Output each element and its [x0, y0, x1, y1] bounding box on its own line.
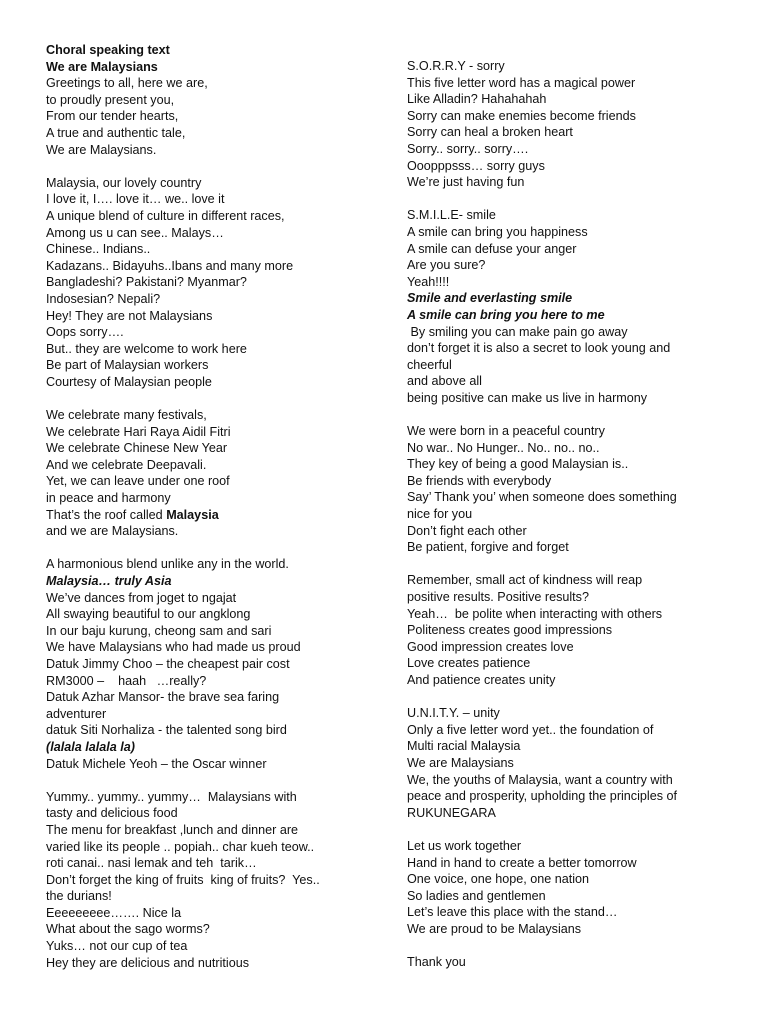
right-text-line: cheerful	[407, 357, 452, 372]
right-text-line: Politeness creates good impressions	[407, 623, 613, 638]
left-text-line	[46, 540, 376, 557]
right-text-line: Be friends with everybody	[407, 473, 552, 488]
left-text-line: I love it, I…. love it… we.. love it	[46, 192, 225, 207]
left-text-line: tasty and delicious food	[46, 806, 178, 821]
left-text-line: All swaying beautiful to our angklong	[46, 607, 251, 622]
right-text-line: Thank you	[407, 955, 466, 970]
left-text-line: Yummy.. yummy.. yummy… Malaysians with	[46, 789, 297, 804]
left-text-line: A unique blend of culture in different races,	[46, 208, 285, 223]
left-text-line: Oops sorry….	[46, 325, 124, 340]
right-text-line: We, the youths of Malaysia, want a country with	[407, 772, 673, 787]
left-text-line: Yet, we can leave under one roof	[46, 474, 230, 489]
right-text-line: Be patient, forgive and forget	[407, 540, 569, 555]
left-text-line: datuk Siti Norhaliza - the talented song bird	[46, 723, 287, 738]
left-text-line: But.. they are welcome to work here	[46, 341, 247, 356]
right-text-line: being positive can make us live in harmony	[407, 390, 648, 405]
right-text-line: A smile can bring you here to me	[407, 307, 605, 322]
right-text-line: A smile can defuse your anger	[407, 241, 577, 256]
right-text-line: Ooopppsss… sorry guys	[407, 158, 545, 173]
left-text-line: and we are Malaysians.	[46, 524, 179, 539]
right-text-line: nice for you	[407, 507, 473, 522]
right-column	[407, 58, 727, 971]
right-text-line	[407, 556, 727, 573]
right-text-line: We are proud to be Malaysians	[407, 921, 582, 936]
left-text-line: We are Malaysians.	[46, 142, 157, 157]
left-text-line: varied like its people .. popiah.. char kueh teow..	[46, 839, 315, 854]
left-text-line	[46, 507, 376, 524]
right-text-line	[407, 937, 727, 954]
right-text-line: One voice, one hope, one nation	[407, 872, 590, 887]
left-text-line: We have Malaysians who had made us proud	[46, 640, 301, 655]
right-text-line: Sorry can heal a broken heart	[407, 125, 573, 140]
left-text-line: And we celebrate Deepavali.	[46, 457, 207, 472]
left-text-line: Yuks… not our cup of tea	[46, 939, 188, 954]
right-text-line: Let’s leave this place with the stand…	[407, 905, 618, 920]
right-text-line: By smiling you can make pain go away	[407, 324, 628, 339]
right-text-line: Multi racial Malaysia	[407, 739, 521, 754]
right-text-line: don’t forget it is also a secret to look young and	[407, 341, 671, 356]
left-text-line: roti canai.. nasi lemak and teh tarik…	[46, 856, 257, 871]
right-text-line: Sorry.. sorry.. sorry….	[407, 141, 529, 156]
right-text-line: We’re just having fun	[407, 175, 525, 190]
right-text-line: This five letter word has a magical power	[407, 75, 636, 90]
left-text-line: Among us u can see.. Malays…	[46, 225, 224, 240]
left-text-line: Chinese.. Indians..	[46, 242, 151, 257]
left-text-line: Malaysia, our lovely country	[46, 175, 202, 190]
left-text-line: Eeeeeeeee……. Nice la	[46, 905, 182, 920]
left-text-line: We are Malaysians	[46, 59, 158, 74]
right-text-line: Only a five letter word yet.. the foundation of	[407, 722, 654, 737]
left-text-line: In our baju kurung, cheong sam and sari	[46, 623, 272, 638]
right-text-line: Hand in hand to create a better tomorrow	[407, 855, 637, 870]
right-text-line: and above all	[407, 374, 482, 389]
right-text-line: Say’ Thank you’ when someone does something	[407, 490, 677, 505]
left-text-line: Datuk Michele Yeoh – the Oscar winner	[46, 756, 267, 771]
right-text-line: And patience creates unity	[407, 672, 556, 687]
right-text-line: Are you sure?	[407, 258, 486, 273]
right-text-line: They key of being a good Malaysian is..	[407, 457, 629, 472]
left-text-line	[46, 158, 376, 175]
left-text-line: A true and authentic tale,	[46, 125, 186, 140]
line-text: That’s the roof called	[46, 507, 167, 522]
left-text-line: Courtesy of Malaysian people	[46, 374, 212, 389]
right-text-line: Good impression creates love	[407, 639, 574, 654]
right-text-line: S.M.I.L.E- smile	[407, 208, 496, 223]
right-text-line: positive results. Positive results?	[407, 590, 589, 604]
left-text-line: Be part of Malaysian workers	[46, 358, 209, 373]
left-text-line	[46, 390, 376, 407]
left-text-line: We’ve dances from joget to ngajat	[46, 590, 237, 605]
right-text-line: No war.. No Hunger.. No.. no.. no..	[407, 440, 600, 455]
right-text-line: A smile can bring you happiness	[407, 224, 588, 239]
left-text-line: Indosesian? Nepali?	[46, 291, 161, 306]
right-text-line: Smile and everlasting smile	[407, 291, 573, 306]
right-text-line: Remember, small act of kindness will reap	[407, 573, 643, 588]
left-text-line: (lalala lalala la)	[46, 739, 135, 754]
left-text-line: What about the sago worms?	[46, 922, 210, 937]
right-text-line: Yeah!!!!	[407, 274, 450, 289]
left-text-line: A harmonious blend unlike any in the world.	[46, 557, 289, 572]
right-text-line: RUKUNEGARA	[407, 805, 496, 820]
right-text-line: Yeah… be polite when interacting with others	[407, 606, 663, 621]
right-text-line: peace and prosperity, upholding the principles of	[407, 789, 678, 804]
right-text-line: We were born in a peaceful country	[407, 424, 605, 439]
right-text-line: U.N.I.T.Y. – unity	[407, 706, 500, 721]
left-text-line: the durians!	[46, 889, 112, 904]
right-text-line: S.O.R.R.Y - sorry	[407, 59, 505, 73]
left-text-line: The menu for breakfast ,lunch and dinner are	[46, 822, 299, 837]
left-text-line: in peace and harmony	[46, 491, 171, 506]
left-text-line: Bangladeshi? Pakistani? Myanmar?	[46, 275, 247, 290]
right-text-line: So ladies and gentlemen	[407, 888, 546, 903]
right-text-line: Sorry can make enemies become friends	[407, 108, 636, 123]
left-text-line: From our tender hearts,	[46, 109, 179, 124]
right-text-line: Don’t fight each other	[407, 523, 527, 538]
right-text-line: Love creates patience	[407, 656, 531, 671]
left-text-line: Datuk Azhar Mansor- the brave sea faring	[46, 690, 280, 705]
left-text-line: Hey they are delicious and nutritious	[46, 955, 250, 970]
left-text-line: We celebrate many festivals,	[46, 408, 207, 423]
right-text-line	[407, 191, 727, 208]
left-text-line: We celebrate Hari Raya Aidil Fitri	[46, 424, 231, 439]
left-text-line: Datuk Jimmy Choo – the cheapest pair cost	[46, 656, 290, 671]
line-bold-text: Malaysia	[166, 507, 219, 522]
left-column	[46, 42, 376, 971]
left-text-line: to proudly present you,	[46, 92, 175, 107]
left-text-line: adventurer	[46, 706, 107, 721]
right-text-line: We are Malaysians	[407, 755, 514, 770]
right-text-line	[407, 406, 727, 423]
left-text-line: Malaysia… truly Asia	[46, 574, 172, 588]
left-text-line: Kadazans.. Bidayuhs..Ibans and many more	[46, 258, 294, 273]
left-text-line: We celebrate Chinese New Year	[46, 441, 228, 456]
left-text-line	[46, 772, 376, 789]
left-text-line: Greetings to all, here we are,	[46, 76, 208, 91]
right-text-line	[407, 689, 727, 706]
left-text-line: Don’t forget the king of fruits king of fruits? Yes..	[46, 872, 320, 887]
right-text-line: Like Alladin? Hahahahah	[407, 92, 547, 107]
left-text-line: Hey! They are not Malaysians	[46, 308, 213, 323]
left-text-line: RM3000 – haah …really?	[46, 673, 207, 688]
right-text-line: Let us work together	[407, 838, 522, 853]
right-text-line	[407, 821, 727, 838]
left-text-line: Choral speaking text	[46, 43, 170, 57]
